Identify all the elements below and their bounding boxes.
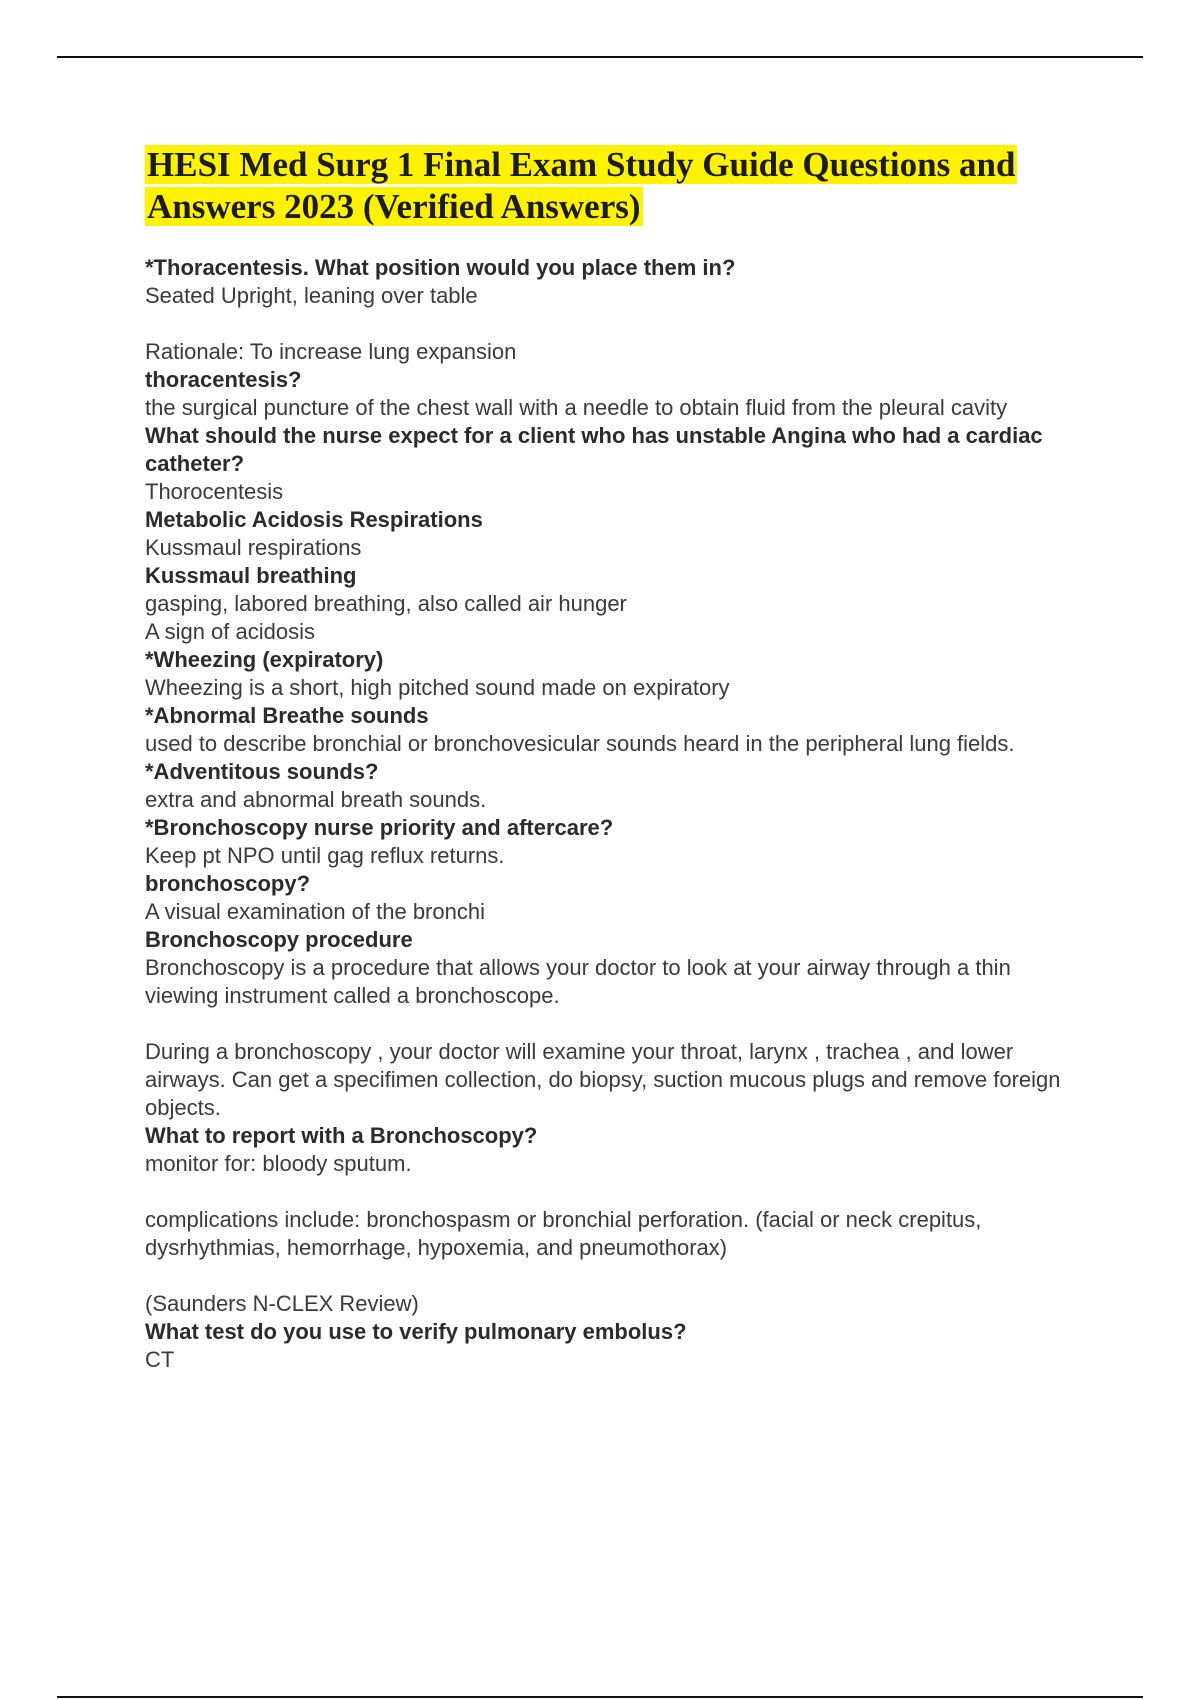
question: *Thoracentesis. What position would you place them in? [145, 255, 736, 280]
question: bronchoscopy? [145, 871, 311, 896]
question: *Adventitous sounds? [145, 759, 379, 784]
qa-item [145, 702, 1085, 758]
answer: used to describe bronchial or bronchovesicular sounds heard in the peripheral lung fields. [145, 731, 1015, 756]
qa-item [145, 254, 1085, 366]
answer: Wheezing is a short, high pitched sound made on expiratory [145, 675, 730, 700]
qa-item [145, 1122, 1085, 1318]
question: *Bronchoscopy nurse priority and aftercare? [145, 815, 614, 840]
paragraph-gap [145, 1262, 1085, 1290]
qa-item [145, 366, 1085, 422]
answer: Keep pt NPO until gag reflux returns. [145, 843, 505, 868]
title-highlight: HESI Med Surg 1 Final Exam Study Guide Questions and Answers 2023 (Verified Answers) [147, 145, 1016, 226]
document-title [145, 144, 1085, 228]
answer: extra and abnormal breath sounds. [145, 787, 487, 812]
document-body [145, 144, 1085, 1374]
question: thoracentesis? [145, 367, 302, 392]
question: What to report with a Bronchoscopy? [145, 1123, 538, 1148]
qa-list [145, 254, 1085, 1374]
paragraph-gap [145, 1178, 1085, 1206]
qa-item [145, 758, 1085, 814]
answer: (Saunders N-CLEX Review) [145, 1291, 419, 1316]
answer: Rationale: To increase lung expansion [145, 339, 517, 364]
question: Bronchoscopy procedure [145, 927, 413, 952]
answer: During a bronchoscopy , your doctor will examine your throat, larynx , trachea , and lower airways. Can get a specifimen collection, do biopsy, suction mucous plugs and remove foreign objects. [145, 1039, 1061, 1120]
top-rule [57, 56, 1143, 58]
qa-item [145, 562, 1085, 646]
qa-item [145, 506, 1085, 562]
paragraph-gap [145, 310, 1085, 338]
answer: gasping, labored breathing, also called air hunger [145, 591, 627, 616]
answer: Kussmaul respirations [145, 535, 362, 560]
bottom-rule [57, 1696, 1143, 1698]
qa-item [145, 814, 1085, 870]
answer: A sign of acidosis [145, 619, 315, 644]
answer: monitor for: bloody sputum. [145, 1151, 412, 1176]
question: *Wheezing (expiratory) [145, 647, 384, 672]
question: Kussmaul breathing [145, 563, 357, 588]
qa-item [145, 422, 1085, 506]
question: Metabolic Acidosis Respirations [145, 507, 483, 532]
qa-item [145, 926, 1085, 1122]
question: What should the nurse expect for a client who has unstable Angina who had a cardiac catheter? [145, 423, 1043, 476]
answer: complications include: bronchospasm or bronchial perforation. (facial or neck crepitus, dysrhythmias, hemorrhage, hypoxemia, and pneumothorax) [145, 1207, 982, 1260]
qa-item [145, 870, 1085, 926]
qa-item [145, 646, 1085, 702]
question: *Abnormal Breathe sounds [145, 703, 429, 728]
question: What test do you use to verify pulmonary embolus? [145, 1319, 687, 1344]
qa-item [145, 1318, 1085, 1374]
answer: Seated Upright, leaning over table [145, 283, 478, 308]
answer: CT [145, 1347, 175, 1372]
answer: A visual examination of the bronchi [145, 899, 485, 924]
paragraph-gap [145, 1010, 1085, 1038]
answer: Bronchoscopy is a procedure that allows your doctor to look at your airway through a thin viewing instrument called a bronchoscope. [145, 955, 1011, 1008]
answer: the surgical puncture of the chest wall with a needle to obtain fluid from the pleural cavity [145, 395, 1008, 420]
answer: Thorocentesis [145, 479, 284, 504]
